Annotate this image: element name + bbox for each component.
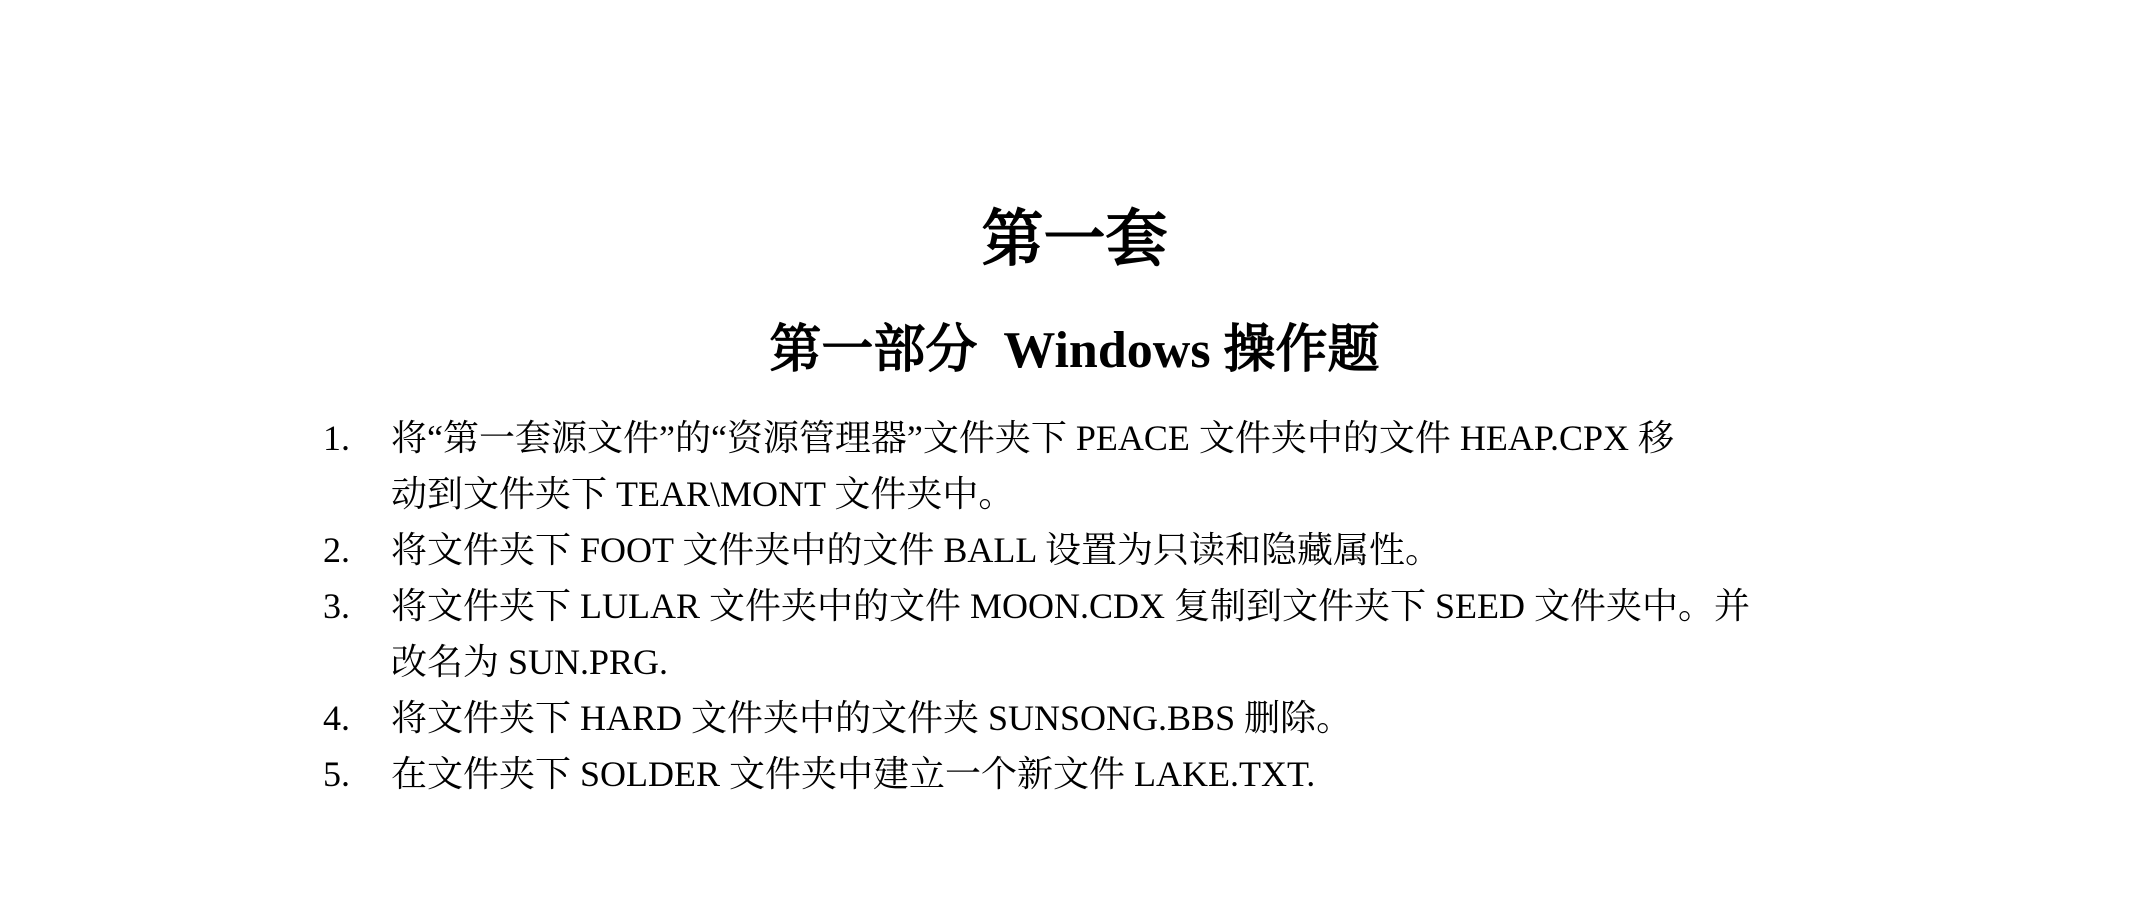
task-number: 2. xyxy=(323,530,350,570)
task-item xyxy=(323,410,1863,522)
task-number: 5. xyxy=(323,754,350,794)
task-text-line: 在文件夹下 SOLDER 文件夹中建立一个新文件 LAKE.TXT. xyxy=(391,754,1316,794)
section-heading: 第一部分 Windows 操作题 xyxy=(769,322,1380,379)
task-text-line: 动到文件夹下 TEAR\MONT 文件夹中。 xyxy=(391,474,1015,514)
task-item xyxy=(323,746,1863,802)
task-item xyxy=(323,522,1863,578)
task-number: 3. xyxy=(323,586,350,626)
task-text-line: 将文件夹下 LULAR 文件夹中的文件 MOON.CDX 复制到文件夹下 SEED 文件夹中。并 xyxy=(391,586,1751,626)
task-number: 1. xyxy=(323,418,350,458)
task-number: 4. xyxy=(323,698,350,738)
task-text-line: 将文件夹下 HARD 文件夹中的文件夹 SUNSONG.BBS 删除。 xyxy=(391,698,1353,738)
task-text-line: 改名为 SUN.PRG. xyxy=(391,642,669,682)
task-list xyxy=(323,410,1863,802)
task-item xyxy=(323,690,1863,746)
page-title: 第一套 xyxy=(981,206,1168,274)
task-text-line: 将文件夹下 FOOT 文件夹中的文件 BALL 设置为只读和隐藏属性。 xyxy=(391,530,1442,570)
task-item xyxy=(323,578,1863,690)
task-text-line: 将“第一套源文件”的“资源管理器”文件夹下 PEACE 文件夹中的文件 HEAP.CPX 移 xyxy=(391,418,1674,458)
